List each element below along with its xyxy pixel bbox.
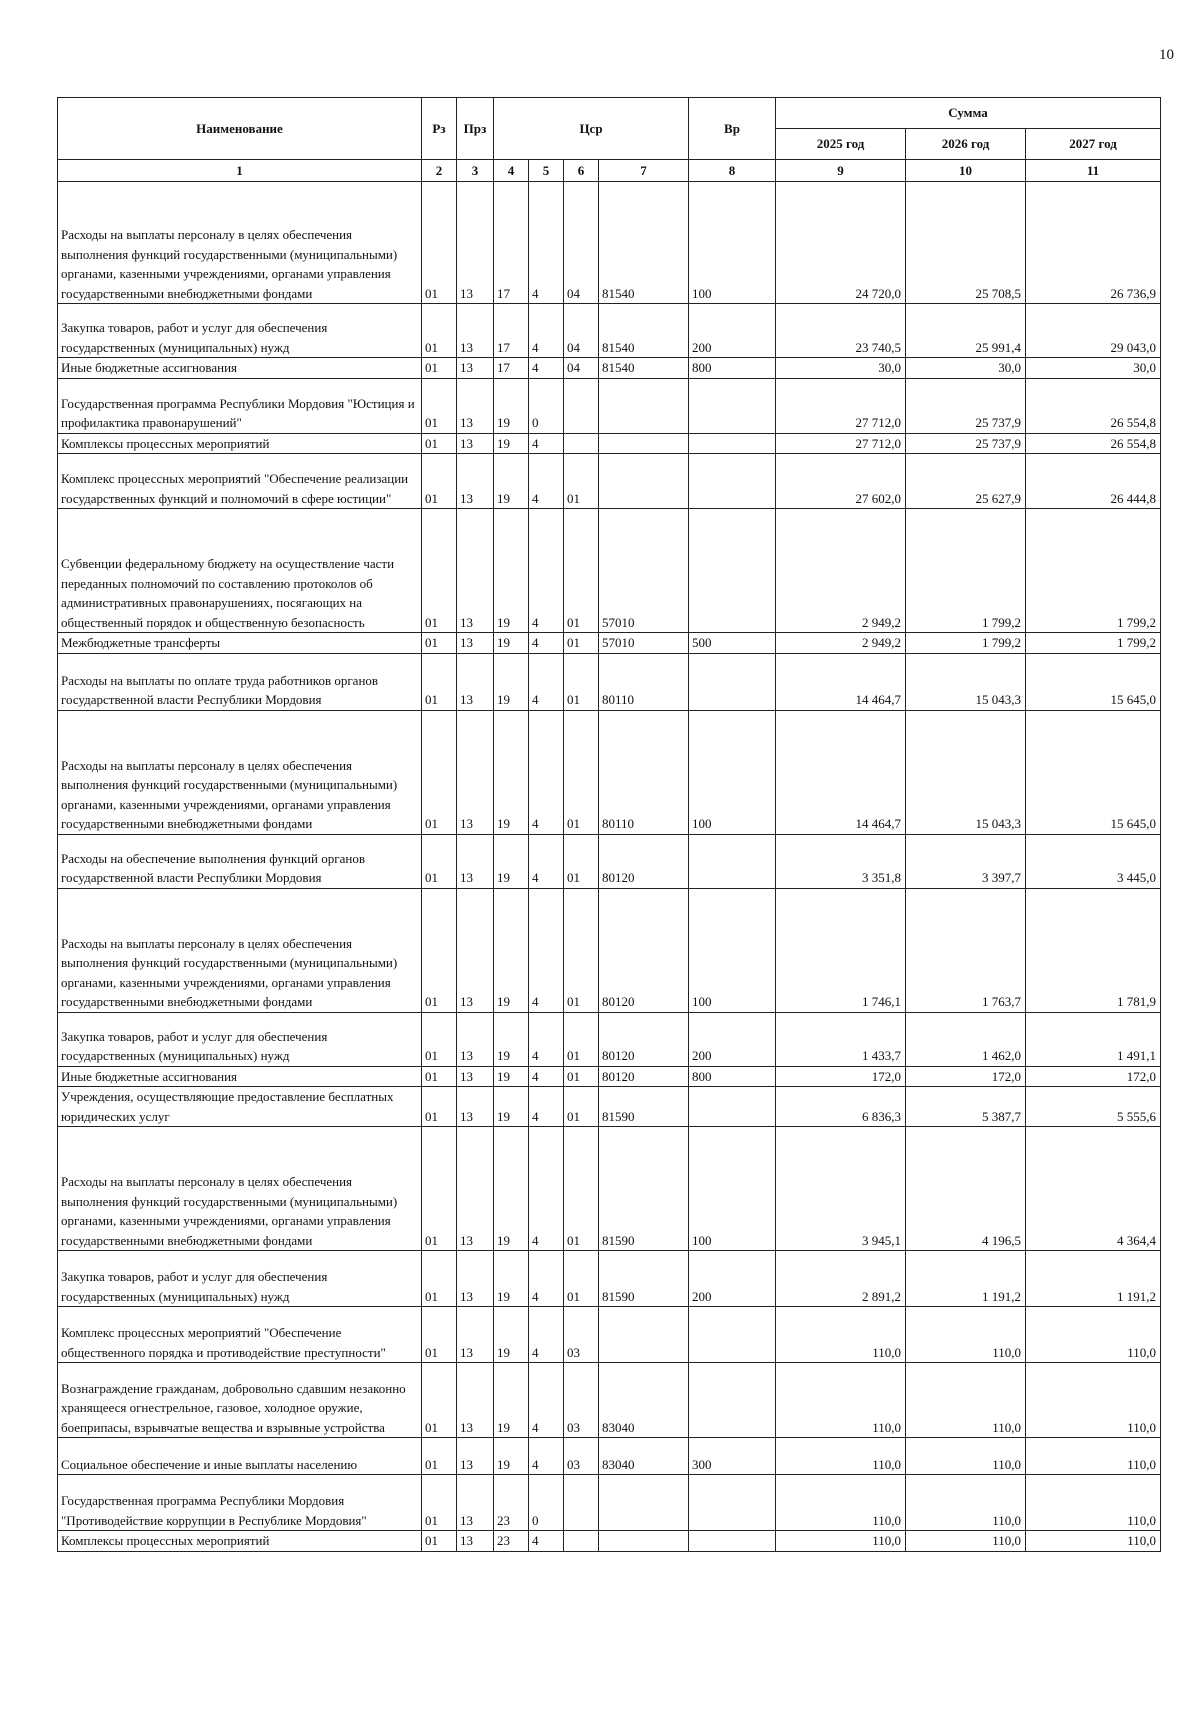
header-prz: Прз — [457, 98, 494, 160]
row-csr-program: 19 — [494, 433, 529, 454]
row-csr-structure: 01 — [564, 1127, 599, 1251]
header-year-2026: 2026 год — [906, 129, 1026, 160]
row-vr: 800 — [689, 358, 776, 379]
row-rz: 01 — [422, 182, 457, 304]
row-name: Комплекс процессных мероприятий "Обеспечение общественного порядка и противодействие преступности" — [58, 1307, 422, 1363]
row-csr-program: 17 — [494, 358, 529, 379]
row-sum-2025: 2 891,2 — [776, 1251, 906, 1307]
header-col-number: 7 — [599, 160, 689, 182]
table-row — [58, 1066, 1161, 1087]
row-name: Расходы на выплаты персоналу в целях обеспечения выполнения функций государственными (муниципальными) органами, казенными учреждениями, органами управления государственными внебюджетными фондами — [58, 888, 422, 1012]
row-csr-direction: 81540 — [599, 304, 689, 358]
row-sum-2026: 110,0 — [906, 1307, 1026, 1363]
header-vr: Вр — [689, 98, 776, 160]
row-name: Комплексы процессных мероприятий — [58, 1531, 422, 1552]
row-name: Закупка товаров, работ и услуг для обеспечения государственных (муниципальных) нужд — [58, 1251, 422, 1307]
row-vr — [689, 433, 776, 454]
row-sum-2025: 110,0 — [776, 1438, 906, 1475]
table-row — [58, 304, 1161, 358]
row-sum-2025: 1 746,1 — [776, 888, 906, 1012]
row-sum-2025: 27 602,0 — [776, 454, 906, 509]
row-prz: 13 — [457, 1363, 494, 1438]
header-col-number: 5 — [529, 160, 564, 182]
row-rz: 01 — [422, 1127, 457, 1251]
row-prz: 13 — [457, 834, 494, 888]
table-row — [58, 633, 1161, 654]
row-name: Закупка товаров, работ и услуг для обеспечения государственных (муниципальных) нужд — [58, 304, 422, 358]
row-csr-program: 19 — [494, 710, 529, 834]
row-prz: 13 — [457, 1438, 494, 1475]
row-csr-structure: 01 — [564, 710, 599, 834]
row-sum-2027: 26 444,8 — [1026, 454, 1161, 509]
row-prz: 13 — [457, 433, 494, 454]
row-rz: 01 — [422, 378, 457, 433]
row-sum-2025: 110,0 — [776, 1475, 906, 1531]
row-csr-structure — [564, 1475, 599, 1531]
row-sum-2027: 15 645,0 — [1026, 710, 1161, 834]
row-csr-direction — [599, 378, 689, 433]
row-csr-program: 19 — [494, 834, 529, 888]
row-rz: 01 — [422, 1438, 457, 1475]
header-sum: Сумма — [776, 98, 1161, 129]
row-sum-2026: 25 737,9 — [906, 378, 1026, 433]
row-vr — [689, 1307, 776, 1363]
row-vr: 200 — [689, 1251, 776, 1307]
row-csr-direction: 80110 — [599, 653, 689, 710]
row-rz: 01 — [422, 1066, 457, 1087]
row-sum-2027: 1 491,1 — [1026, 1012, 1161, 1066]
row-csr-direction: 83040 — [599, 1363, 689, 1438]
row-csr-type: 4 — [529, 454, 564, 509]
table-header — [58, 98, 1161, 182]
row-csr-type: 4 — [529, 834, 564, 888]
row-name: Иные бюджетные ассигнования — [58, 358, 422, 379]
header-rz: Рз — [422, 98, 457, 160]
row-rz: 01 — [422, 888, 457, 1012]
page-number: 10 — [1159, 47, 1174, 63]
row-name: Расходы на выплаты персоналу в целях обеспечения выполнения функций государственными (муниципальными) органами, казенными учреждениями, органами управления государственными внебюджетными фондами — [58, 182, 422, 304]
table-row — [58, 1438, 1161, 1475]
row-csr-program: 19 — [494, 1438, 529, 1475]
table-row — [58, 653, 1161, 710]
header-col-number: 1 — [58, 160, 422, 182]
row-sum-2026: 25 737,9 — [906, 433, 1026, 454]
row-sum-2026: 1 799,2 — [906, 633, 1026, 654]
row-name: Государственная программа Республики Мордовия "Противодействие коррупции в Республике Мордовия" — [58, 1475, 422, 1531]
row-sum-2026: 4 196,5 — [906, 1127, 1026, 1251]
row-vr — [689, 509, 776, 633]
table-row — [58, 1531, 1161, 1552]
row-vr — [689, 1087, 776, 1127]
row-vr: 800 — [689, 1066, 776, 1087]
row-csr-type: 4 — [529, 653, 564, 710]
row-rz: 01 — [422, 1087, 457, 1127]
row-sum-2026: 15 043,3 — [906, 653, 1026, 710]
header-col-number: 6 — [564, 160, 599, 182]
row-rz: 01 — [422, 1475, 457, 1531]
row-sum-2027: 110,0 — [1026, 1438, 1161, 1475]
row-rz: 01 — [422, 304, 457, 358]
row-prz: 13 — [457, 633, 494, 654]
row-csr-type: 4 — [529, 1066, 564, 1087]
row-csr-direction: 81590 — [599, 1251, 689, 1307]
table-row — [58, 433, 1161, 454]
row-sum-2025: 2 949,2 — [776, 633, 906, 654]
row-sum-2026: 1 462,0 — [906, 1012, 1026, 1066]
row-csr-structure — [564, 378, 599, 433]
row-csr-program: 19 — [494, 454, 529, 509]
row-prz: 13 — [457, 653, 494, 710]
row-sum-2027: 30,0 — [1026, 358, 1161, 379]
header-year-2025: 2025 год — [776, 129, 906, 160]
row-sum-2027: 29 043,0 — [1026, 304, 1161, 358]
row-csr-structure: 04 — [564, 304, 599, 358]
row-prz: 13 — [457, 358, 494, 379]
row-csr-type: 4 — [529, 888, 564, 1012]
row-sum-2026: 110,0 — [906, 1531, 1026, 1552]
header-col-number: 8 — [689, 160, 776, 182]
row-sum-2027: 5 555,6 — [1026, 1087, 1161, 1127]
row-csr-program: 19 — [494, 1087, 529, 1127]
row-prz: 13 — [457, 509, 494, 633]
row-csr-program: 19 — [494, 378, 529, 433]
table-row — [58, 1087, 1161, 1127]
row-csr-structure: 01 — [564, 509, 599, 633]
row-rz: 01 — [422, 454, 457, 509]
table-body — [58, 182, 1161, 1552]
row-prz: 13 — [457, 454, 494, 509]
row-name: Межбюджетные трансферты — [58, 633, 422, 654]
row-sum-2027: 1 799,2 — [1026, 633, 1161, 654]
row-csr-type: 4 — [529, 633, 564, 654]
row-rz: 01 — [422, 509, 457, 633]
row-vr: 100 — [689, 182, 776, 304]
row-csr-direction: 57010 — [599, 509, 689, 633]
row-sum-2026: 172,0 — [906, 1066, 1026, 1087]
row-csr-direction: 81540 — [599, 182, 689, 304]
row-sum-2025: 110,0 — [776, 1363, 906, 1438]
table-row — [58, 182, 1161, 304]
row-name: Субвенции федеральному бюджету на осуществление части переданных полномочий по составлению протоколов об административных правонарушениях, посягающих на общественный порядок и общественную безопасность — [58, 509, 422, 633]
table-row — [58, 454, 1161, 509]
row-sum-2027: 26 736,9 — [1026, 182, 1161, 304]
row-sum-2027: 110,0 — [1026, 1363, 1161, 1438]
row-csr-structure: 01 — [564, 834, 599, 888]
row-sum-2027: 26 554,8 — [1026, 433, 1161, 454]
row-csr-direction — [599, 454, 689, 509]
header-col-number: 4 — [494, 160, 529, 182]
row-prz: 13 — [457, 378, 494, 433]
row-csr-direction: 80120 — [599, 1066, 689, 1087]
row-csr-type: 0 — [529, 378, 564, 433]
row-vr — [689, 834, 776, 888]
row-sum-2025: 27 712,0 — [776, 378, 906, 433]
table-row — [58, 710, 1161, 834]
row-rz: 01 — [422, 633, 457, 654]
row-name: Расходы на обеспечение выполнения функций органов государственной власти Республики Мордовия — [58, 834, 422, 888]
row-prz: 13 — [457, 1531, 494, 1552]
row-csr-structure — [564, 1531, 599, 1552]
row-vr: 100 — [689, 710, 776, 834]
row-prz: 13 — [457, 1475, 494, 1531]
table-row — [58, 834, 1161, 888]
row-csr-program: 23 — [494, 1475, 529, 1531]
row-sum-2025: 2 949,2 — [776, 509, 906, 633]
row-sum-2027: 3 445,0 — [1026, 834, 1161, 888]
row-sum-2025: 14 464,7 — [776, 653, 906, 710]
row-csr-program: 19 — [494, 1127, 529, 1251]
row-csr-direction: 80120 — [599, 1012, 689, 1066]
row-rz: 01 — [422, 1012, 457, 1066]
row-rz: 01 — [422, 834, 457, 888]
table-row — [58, 378, 1161, 433]
row-csr-program: 19 — [494, 1307, 529, 1363]
row-sum-2025: 110,0 — [776, 1307, 906, 1363]
row-sum-2025: 172,0 — [776, 1066, 906, 1087]
row-vr — [689, 378, 776, 433]
row-csr-structure: 04 — [564, 182, 599, 304]
row-sum-2026: 25 627,9 — [906, 454, 1026, 509]
row-csr-direction: 80110 — [599, 710, 689, 834]
row-sum-2027: 110,0 — [1026, 1307, 1161, 1363]
row-csr-program: 23 — [494, 1531, 529, 1552]
row-csr-type: 0 — [529, 1475, 564, 1531]
row-sum-2027: 110,0 — [1026, 1475, 1161, 1531]
row-csr-program: 19 — [494, 1251, 529, 1307]
row-sum-2026: 1 799,2 — [906, 509, 1026, 633]
row-csr-program: 19 — [494, 1012, 529, 1066]
row-csr-structure — [564, 433, 599, 454]
row-csr-structure: 03 — [564, 1363, 599, 1438]
row-name: Социальное обеспечение и иные выплаты населению — [58, 1438, 422, 1475]
row-csr-direction: 57010 — [599, 633, 689, 654]
row-sum-2026: 25 708,5 — [906, 182, 1026, 304]
header-col-number: 11 — [1026, 160, 1161, 182]
row-vr — [689, 1475, 776, 1531]
row-sum-2027: 1 799,2 — [1026, 509, 1161, 633]
row-sum-2025: 1 433,7 — [776, 1012, 906, 1066]
row-prz: 13 — [457, 182, 494, 304]
row-vr: 100 — [689, 1127, 776, 1251]
row-csr-type: 4 — [529, 433, 564, 454]
header-name: Наименование — [58, 98, 422, 160]
header-csr: Цср — [494, 98, 689, 160]
row-name: Государственная программа Республики Мордовия "Юстиция и профилактика правонарушений" — [58, 378, 422, 433]
row-prz: 13 — [457, 1307, 494, 1363]
row-csr-program: 19 — [494, 653, 529, 710]
row-csr-structure: 03 — [564, 1438, 599, 1475]
table-row — [58, 1363, 1161, 1438]
row-sum-2025: 30,0 — [776, 358, 906, 379]
row-sum-2027: 1 781,9 — [1026, 888, 1161, 1012]
row-csr-type: 4 — [529, 710, 564, 834]
table-row — [58, 1012, 1161, 1066]
row-csr-type: 4 — [529, 509, 564, 633]
row-rz: 01 — [422, 358, 457, 379]
row-csr-direction: 81590 — [599, 1127, 689, 1251]
row-csr-structure: 01 — [564, 653, 599, 710]
row-rz: 01 — [422, 710, 457, 834]
row-rz: 01 — [422, 1251, 457, 1307]
row-prz: 13 — [457, 888, 494, 1012]
row-name: Учреждения, осуществляющие предоставление бесплатных юридических услуг — [58, 1087, 422, 1127]
header-col-number: 3 — [457, 160, 494, 182]
header-col-number: 2 — [422, 160, 457, 182]
row-vr: 200 — [689, 1012, 776, 1066]
row-name: Расходы на выплаты персоналу в целях обеспечения выполнения функций государственными (муниципальными) органами, казенными учреждениями, органами управления государственными внебюджетными фондами — [58, 1127, 422, 1251]
row-sum-2025: 3 351,8 — [776, 834, 906, 888]
row-csr-direction: 80120 — [599, 888, 689, 1012]
row-sum-2026: 15 043,3 — [906, 710, 1026, 834]
row-prz: 13 — [457, 710, 494, 834]
budget-table — [57, 97, 1161, 1552]
row-csr-structure: 01 — [564, 1087, 599, 1127]
row-csr-type: 4 — [529, 1087, 564, 1127]
row-name: Иные бюджетные ассигнования — [58, 1066, 422, 1087]
row-prz: 13 — [457, 1087, 494, 1127]
row-vr: 100 — [689, 888, 776, 1012]
row-csr-type: 4 — [529, 1251, 564, 1307]
row-csr-structure: 01 — [564, 454, 599, 509]
row-csr-structure: 04 — [564, 358, 599, 379]
row-sum-2026: 30,0 — [906, 358, 1026, 379]
row-csr-program: 17 — [494, 304, 529, 358]
table-row — [58, 358, 1161, 379]
row-name: Комплекс процессных мероприятий "Обеспечение реализации государственных функций и полномочий в сфере юстиции" — [58, 454, 422, 509]
row-sum-2026: 110,0 — [906, 1363, 1026, 1438]
row-sum-2025: 6 836,3 — [776, 1087, 906, 1127]
row-prz: 13 — [457, 304, 494, 358]
row-name: Закупка товаров, работ и услуг для обеспечения государственных (муниципальных) нужд — [58, 1012, 422, 1066]
row-prz: 13 — [457, 1127, 494, 1251]
row-csr-structure: 01 — [564, 1066, 599, 1087]
row-sum-2026: 3 397,7 — [906, 834, 1026, 888]
row-csr-structure: 01 — [564, 888, 599, 1012]
table-row — [58, 509, 1161, 633]
table-row — [58, 888, 1161, 1012]
row-sum-2026: 25 991,4 — [906, 304, 1026, 358]
row-sum-2027: 4 364,4 — [1026, 1127, 1161, 1251]
row-vr — [689, 454, 776, 509]
row-rz: 01 — [422, 653, 457, 710]
row-csr-type: 4 — [529, 1363, 564, 1438]
row-csr-type: 4 — [529, 358, 564, 379]
table-row — [58, 1475, 1161, 1531]
row-vr: 200 — [689, 304, 776, 358]
row-csr-type: 4 — [529, 1127, 564, 1251]
row-rz: 01 — [422, 1307, 457, 1363]
row-sum-2025: 27 712,0 — [776, 433, 906, 454]
row-csr-direction: 83040 — [599, 1438, 689, 1475]
row-sum-2025: 24 720,0 — [776, 182, 906, 304]
row-csr-program: 17 — [494, 182, 529, 304]
row-csr-direction: 81540 — [599, 358, 689, 379]
row-sum-2026: 5 387,7 — [906, 1087, 1026, 1127]
row-csr-program: 19 — [494, 1066, 529, 1087]
row-sum-2027: 1 191,2 — [1026, 1251, 1161, 1307]
row-sum-2025: 23 740,5 — [776, 304, 906, 358]
row-csr-structure: 03 — [564, 1307, 599, 1363]
row-csr-type: 4 — [529, 1012, 564, 1066]
row-csr-structure: 01 — [564, 1012, 599, 1066]
row-csr-program: 19 — [494, 888, 529, 1012]
row-rz: 01 — [422, 1531, 457, 1552]
row-sum-2025: 3 945,1 — [776, 1127, 906, 1251]
header-col-number: 10 — [906, 160, 1026, 182]
row-csr-direction — [599, 1475, 689, 1531]
row-sum-2026: 1 191,2 — [906, 1251, 1026, 1307]
row-csr-type: 4 — [529, 1531, 564, 1552]
row-sum-2027: 26 554,8 — [1026, 378, 1161, 433]
row-sum-2027: 110,0 — [1026, 1531, 1161, 1552]
row-sum-2025: 14 464,7 — [776, 710, 906, 834]
row-sum-2027: 172,0 — [1026, 1066, 1161, 1087]
row-vr: 500 — [689, 633, 776, 654]
row-sum-2026: 110,0 — [906, 1475, 1026, 1531]
row-sum-2025: 110,0 — [776, 1531, 906, 1552]
row-vr — [689, 1363, 776, 1438]
row-csr-direction: 80120 — [599, 834, 689, 888]
row-csr-program: 19 — [494, 1363, 529, 1438]
row-csr-type: 4 — [529, 1307, 564, 1363]
row-vr — [689, 653, 776, 710]
row-rz: 01 — [422, 1363, 457, 1438]
row-csr-direction: 81590 — [599, 1087, 689, 1127]
row-prz: 13 — [457, 1251, 494, 1307]
row-csr-structure: 01 — [564, 633, 599, 654]
row-rz: 01 — [422, 433, 457, 454]
row-name: Расходы на выплаты персоналу в целях обеспечения выполнения функций государственными (муниципальными) органами, казенными учреждениями, органами управления государственными внебюджетными фондами — [58, 710, 422, 834]
row-csr-direction — [599, 1307, 689, 1363]
row-prz: 13 — [457, 1012, 494, 1066]
row-vr — [689, 1531, 776, 1552]
header-year-2027: 2027 год — [1026, 129, 1161, 160]
row-name: Расходы на выплаты по оплате труда работников органов государственной власти Республики Мордовия — [58, 653, 422, 710]
row-prz: 13 — [457, 1066, 494, 1087]
table-row — [58, 1251, 1161, 1307]
row-name: Комплексы процессных мероприятий — [58, 433, 422, 454]
row-csr-type: 4 — [529, 182, 564, 304]
row-vr: 300 — [689, 1438, 776, 1475]
row-csr-type: 4 — [529, 1438, 564, 1475]
header-col-number: 9 — [776, 160, 906, 182]
table-row — [58, 1127, 1161, 1251]
row-sum-2026: 1 763,7 — [906, 888, 1026, 1012]
row-csr-program: 19 — [494, 633, 529, 654]
table-row — [58, 1307, 1161, 1363]
row-name: Вознаграждение гражданам, добровольно сдавшим незаконно хранящееся огнестрельное, газовое, холодное оружие, боеприпасы, взрывчатые вещества и взрывные устройства — [58, 1363, 422, 1438]
row-csr-direction — [599, 433, 689, 454]
row-csr-structure: 01 — [564, 1251, 599, 1307]
row-csr-program: 19 — [494, 509, 529, 633]
row-csr-direction — [599, 1531, 689, 1552]
row-sum-2027: 15 645,0 — [1026, 653, 1161, 710]
row-csr-type: 4 — [529, 304, 564, 358]
row-sum-2026: 110,0 — [906, 1438, 1026, 1475]
